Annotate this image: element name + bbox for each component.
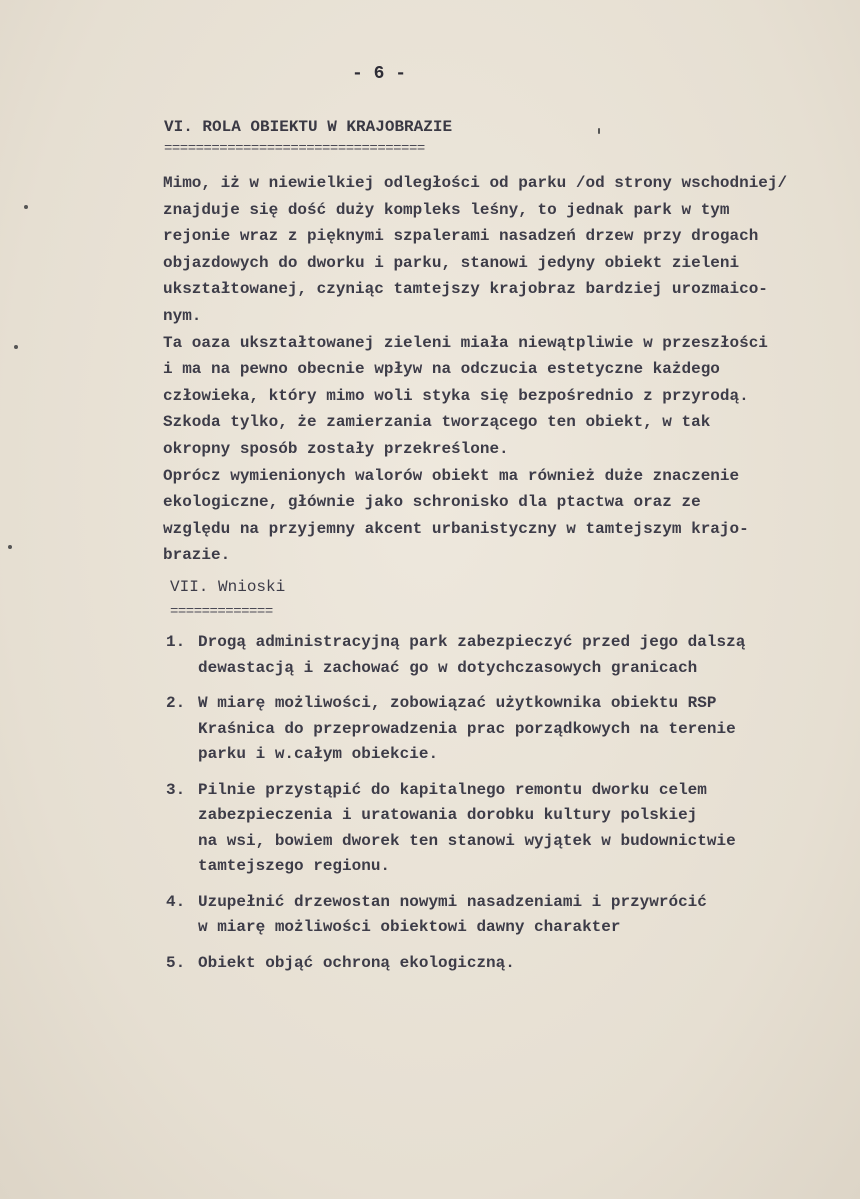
- conclusion-number: 4.: [166, 892, 186, 911]
- conclusions-list: [166, 630, 846, 986]
- paragraph-2: Ta oaza ukształtowanej zieleni miała niewątpliwie w przeszłości i ma na pewno obecnie wpływ na odczucia estetyczne każdego człowieka, który mimo woli styka się bezpośrednio z przyrodą. Szkoda tylko, że zamierzania tworzącego ten obiekt, w tak okropny sposób zostały przekreślone.: [163, 333, 768, 458]
- conclusion-item-2: [166, 691, 846, 768]
- paper-speck: [598, 128, 600, 134]
- conclusion-item-3: [166, 778, 846, 880]
- section-vi-title: VI. ROLA OBIEKTU W KRAJOBRAZIE: [164, 118, 453, 136]
- conclusion-text: Drogą administracyjną park zabezpieczyć przed jego dalszą dewastacją i zachować go w dotychczasowych granicach: [198, 633, 746, 677]
- paper-speck: [24, 205, 28, 209]
- section-vii-title: VII. Wnioski: [170, 578, 286, 596]
- conclusion-item-5: [166, 951, 846, 977]
- page-number: - 6 -: [352, 64, 407, 84]
- paragraph-3: Oprócz wymienionych walorów obiekt ma również duże znaczenie ekologiczne, głównie jako schronisko dla ptactwa oraz ze względu na przyjemny akcent urbanistyczny w tamtejszym krajo- brazie.: [163, 466, 749, 565]
- section-vii-underline: =============: [170, 604, 273, 620]
- conclusion-text: W miarę możliwości, zobowiązać użytkownika obiektu RSP Kraśnica do przeprowadzenia prac porządkowych na terenie parku i w.całym obiekcie.: [198, 694, 736, 763]
- conclusion-text: Pilnie przystąpić do kapitalnego remontu dworku celem zabezpieczenia i uratowania dorobku kultury polskiej na wsi, bowiem dworek ten stanowi wyjątek w budownictwie tamtejszego regionu.: [198, 780, 736, 875]
- conclusion-number: 5.: [166, 953, 186, 972]
- paper-speck: [8, 545, 12, 549]
- section-vi-underline: =================================: [164, 141, 425, 157]
- conclusion-item-1: [166, 630, 846, 681]
- section-vi-body: [163, 170, 838, 569]
- conclusion-text: Uzupełnić drzewostan nowymi nasadzeniami i przywrócić w miarę możliwości obiektowi dawny charakter: [198, 892, 707, 936]
- conclusion-number: 1.: [166, 633, 186, 651]
- paper-speck: [14, 345, 18, 349]
- conclusion-text: Obiekt objąć ochroną ekologiczną.: [198, 953, 515, 972]
- conclusion-number: 3.: [166, 780, 186, 799]
- paragraph-1: Mimo, iż w niewielkiej odległości od parku /od strony wschodniej/ znajduje się dość duży kompleks leśny, to jednak park w tym rejonie wraz z pięknymi szpalerami nasadzeń drzew przy drogach objazdowych do dworku i parku, stanowi jedyny obiekt zieleni ukształtowanej, czyniąc tamtejszy krajobraz bardziej urozmaico- nym.: [163, 174, 788, 325]
- conclusion-number: 2.: [166, 694, 186, 712]
- conclusion-item-4: [166, 890, 846, 941]
